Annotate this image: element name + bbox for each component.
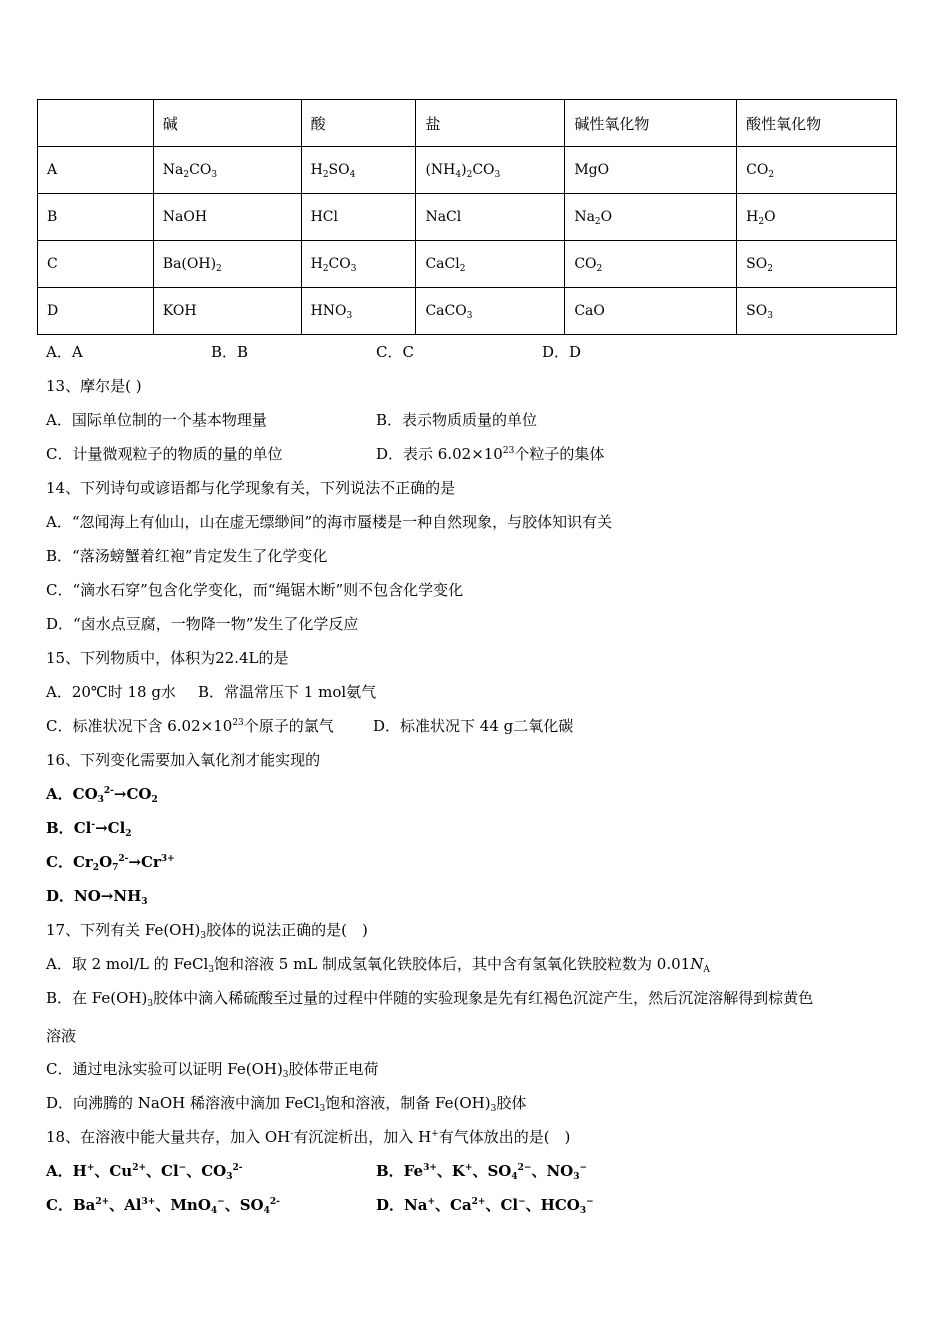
q13-option-a: A．国际单位制的一个基本物理量 — [46, 411, 267, 429]
q17-stem: 17、下列有关 $Fe(OH)_3$胶体的说法正确的是( ) — [46, 921, 368, 941]
classification-table — [37, 99, 897, 335]
table-cell: CaO — [565, 288, 737, 335]
q15-option-b: B．常温常压下 1 mol氨气 — [198, 683, 377, 701]
table-cell: $Na_2O$ — [565, 194, 737, 241]
table-cell: $H_2O$ — [737, 194, 897, 241]
table-row — [38, 241, 897, 288]
q17-option-b: B．在 $Fe(OH)_3$胶体中滴入稀硫酸至过量的过程中伴随的实验现象是先有红褐色沉淀产生，然后沉淀溶解得到棕黄色 — [46, 989, 814, 1009]
q13-stem: 13、摩尔是( ) — [46, 377, 142, 395]
q18-option-c: C．$Ba^{2+}$、$Al^{3+}$、MnO$_4$−、$SO_4^{2-}$ — [46, 1196, 280, 1216]
table-cell: $(NH_4)_2CO_3$ — [416, 147, 565, 194]
q14-option-b: B．“落汤螃蟹着红袍”肯定发生了化学变化 — [46, 547, 328, 565]
table-cell: $HNO_3$ — [301, 288, 416, 335]
table-cell: KOH — [153, 288, 301, 335]
table-cell: $Na_2CO_3$ — [153, 147, 301, 194]
row-label: B — [38, 194, 154, 241]
q16-option-a: A．$CO_3^{2-}\to CO_2$ — [46, 785, 158, 805]
table-cell: $CO_2$ — [565, 241, 737, 288]
table-cell: $SO_2$ — [737, 241, 897, 288]
table-cell: MgO — [565, 147, 737, 194]
table-cell: CaCO$_3$ — [416, 288, 565, 335]
q18-option-a: A．H+、$Cu^{2+}$、Cl−、$CO_3^{2-}$ — [46, 1162, 243, 1182]
table-cell: $H_2SO_4$ — [301, 147, 416, 194]
q16-stem: 16、下列变化需要加入氧化剂才能实现的 — [46, 751, 321, 769]
table-header-cell: 碱性氧化物 — [565, 100, 737, 147]
table-row — [38, 147, 897, 194]
q12-option-c: C．C — [376, 343, 414, 361]
table-cell: $Ba(OH)_2$ — [153, 241, 301, 288]
q17-option-a: A．取 2 mol/L 的 FeCl$_3$饱和溶液 5 mL 制成氢氧化铁胶体后，其中含有氢氧化铁胶粒数为 $0.01N_A$ — [46, 955, 710, 975]
table-cell: $H_2CO_3$ — [301, 241, 416, 288]
q14-option-d: D．“卤水点豆腐，一物降一物”发生了化学反应 — [46, 615, 359, 633]
q15-option-c: C．标准状况下含 $6.02\times 10^{23}$个原子的氯气 — [46, 717, 334, 735]
table-header-row — [38, 100, 897, 147]
q15-option-a: A．20℃时 18 g水 — [46, 683, 176, 701]
q18-option-d: D．Na+、$Ca^{2+}$、Cl−、$HCO_3^-$ — [376, 1196, 594, 1216]
q12-option-b: B．B — [211, 343, 249, 361]
q13-option-b: B．表示物质质量的单位 — [376, 411, 538, 429]
q13-option-d: D．表示 $6.02\times 10^{23}$个粒子的集体 — [376, 445, 605, 463]
q14-stem: 14、下列诗句或谚语都与化学现象有关，下列说法不正确的是 — [46, 479, 456, 497]
table-cell: NaOH — [153, 194, 301, 241]
table-header-cell: 碱 — [153, 100, 301, 147]
q17-option-c: C．通过电泳实验可以证明 $Fe(OH)_3$胶体带正电荷 — [46, 1060, 379, 1080]
q17-option-b-continued: 溶液 — [46, 1027, 77, 1045]
q13-option-c: C．计量微观粒子的物质的量的单位 — [46, 445, 283, 463]
table-row — [38, 194, 897, 241]
q18-stem: 18、在溶液中能大量共存，加入 OH-有沉淀析出，加入 H+有气体放出的是( ) — [46, 1128, 571, 1146]
q18-option-b: B．$Fe^{3+}$、K+、$SO_4^{2-}$、$NO_3^-$ — [376, 1162, 588, 1182]
q14-option-c: C．“滴水石穿”包含化学变化，而“绳锯木断”则不包含化学变化 — [46, 581, 464, 599]
row-label: C — [38, 241, 154, 288]
table-cell: $CO_2$ — [737, 147, 897, 194]
q12-option-a: A．A — [46, 343, 83, 361]
q15-stem: 15、下列物质中，体积为22.4L的是 — [46, 649, 289, 667]
q15-option-d: D．标准状况下 44 g二氧化碳 — [373, 717, 574, 735]
q12-option-d: D．D — [542, 343, 582, 361]
q14-option-a: A．“忽闻海上有仙山，山在虚无缥缈间”的海市蜃楼是一种自然现象，与胶体知识有关 — [46, 513, 613, 531]
table-header-cell — [38, 100, 154, 147]
row-label: A — [38, 147, 154, 194]
q16-option-b: B．$Cl^-\to Cl_2$ — [46, 819, 132, 839]
q16-option-c: C．$Cr_2O_7^{2-}\to Cr^{3+}$ — [46, 853, 175, 873]
q16-option-d: D．$NO\to NH_3$ — [46, 887, 148, 907]
table-cell: NaCl — [416, 194, 565, 241]
row-label: D — [38, 288, 154, 335]
table-cell: CaCl$_2$ — [416, 241, 565, 288]
table-header-cell: 酸 — [301, 100, 416, 147]
table-cell: HCl — [301, 194, 416, 241]
table-row — [38, 288, 897, 335]
table-cell: $SO_3$ — [737, 288, 897, 335]
table-header-cell: 盐 — [416, 100, 565, 147]
q17-option-d: D．向沸腾的 NaOH 稀溶液中滴加 FeCl$_3$饱和溶液，制备 $Fe(OH)_3$胶体 — [46, 1094, 527, 1114]
table-header-cell: 酸性氧化物 — [737, 100, 897, 147]
